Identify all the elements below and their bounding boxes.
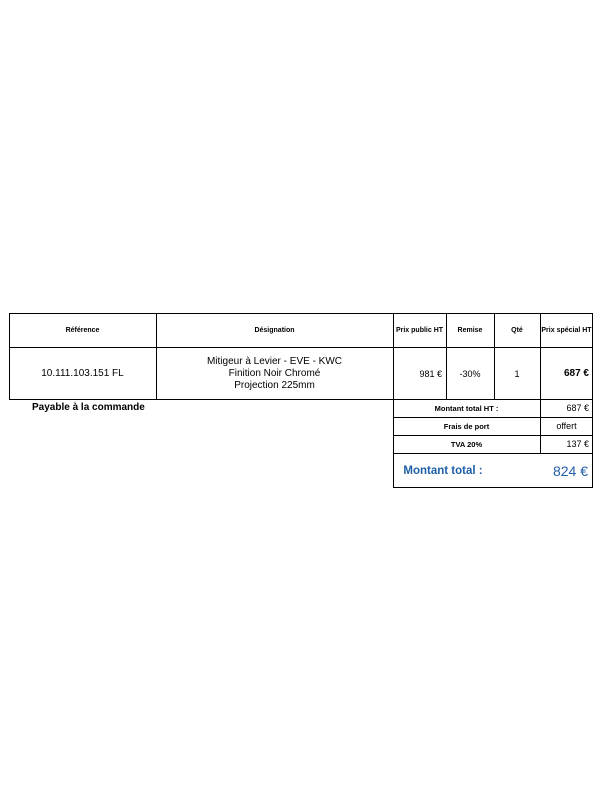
header-prix-public: Prix public HT — [395, 326, 444, 334]
designation-line: Projection 225mm — [234, 379, 315, 391]
header-reference: Référence — [65, 326, 100, 334]
header-prix-special: Prix spécial HT — [541, 326, 592, 334]
montant-ht-label: Montant total HT : — [434, 403, 499, 413]
frais-port-label: Frais de port — [443, 421, 490, 431]
designation-line: Mitigeur à Levier - EVE - KWC — [206, 355, 343, 367]
tva-label: TVA 20% — [450, 439, 483, 449]
cell-prix-public: 981 € — [419, 368, 442, 379]
frais-port-value: offert — [556, 421, 577, 431]
montant-ht-value: 687 € — [566, 403, 589, 413]
cell-designation — [156, 347, 393, 400]
cell-reference: 10.111.103.151 FL — [41, 368, 124, 379]
designation-line: Finition Noir Chromé — [228, 367, 321, 379]
payment-note: Payable à la commande — [32, 402, 145, 413]
header-designation: Désignation — [254, 326, 295, 334]
header-qte: Qté — [511, 326, 523, 334]
header-remise: Remise — [457, 326, 483, 334]
tva-value: 137 € — [566, 439, 589, 449]
cell-prix-special: 687 € — [563, 368, 589, 379]
total-value: 824 € — [552, 462, 588, 479]
cell-remise: -30% — [459, 368, 481, 379]
cell-qte: 1 — [514, 368, 520, 379]
total-label: Montant total : — [403, 464, 483, 477]
